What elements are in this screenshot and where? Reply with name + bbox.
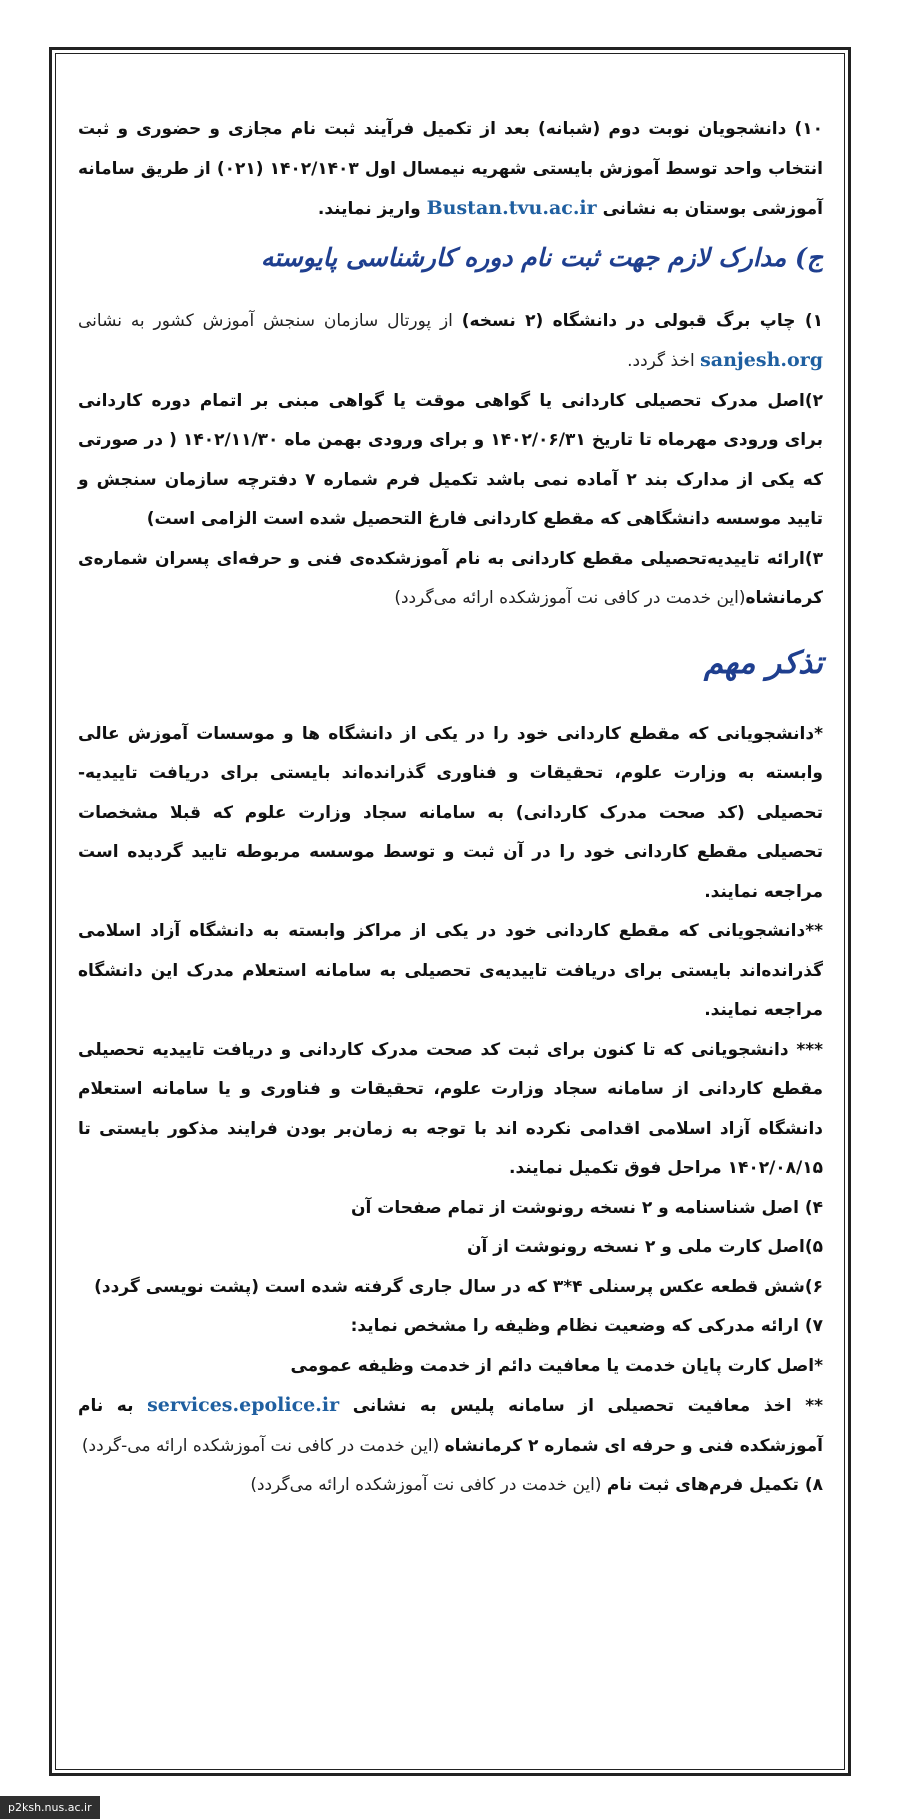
sanjesh-link[interactable]: sanjesh.org <box>700 349 823 371</box>
doc-item-3 <box>78 540 823 619</box>
doc-item-1 <box>78 302 823 382</box>
item-10-tail: واریز نمایند. <box>317 199 427 219</box>
doc-item-7a: *اصل کارت پایان خدمت یا معافیت دائم از خدمت وظیفه عمومی <box>290 1355 823 1376</box>
doc-item-1-bold: ۱) چاپ برگ قبولی در دانشگاه (۲ نسخه) <box>461 310 823 331</box>
doc-item-7: ۷) ارائه مدرکی که وضعیت نظام وظیفه را مشخص نماید: <box>350 1316 823 1336</box>
doc-item-7b-note: (این خدمت در کافی نت آموزشکده ارائه می-گردد) <box>81 1435 445 1456</box>
doc-item-7b-bold-2: به نام آموزشکده فنی و حرفه ای شماره ۲ کرمانشاه <box>78 1396 823 1456</box>
section-c-heading: ج) مدارک لازم جهت ثبت نام دوره کارشناسی پایوسته <box>260 242 823 272</box>
doc-item-3-bold: ۳)ارائه تاییدیه‌تحصیلی مقطع کاردانی به نام آموزشکده‌ی فنی و حرفه‌ای پسران شماره‌ی کرمانشاه <box>78 548 823 608</box>
item-10-text: ۱۰) دانشجویان نوبت دوم (شبانه) بعد از تکمیل فرآیند ثبت نام مجازی و حضوری و ثبت انتخاب واحد توسط آموزش بایستی شهریه نیمسال اول ۱۴۰۲/۱۴۰۳ (۰۲۱) از طریق سامانه آموزشی بوستان به نشانی <box>78 119 823 219</box>
note-paragraph-2: **دانشجویانی که مقطع کاردانی خود در یکی از مراکز وابسته به دانشگاه آزاد اسلامی گذرانده‌اند بایستی برای دریافت تاییدیه‌ی تحصیلی به سامانه استعلام مدرک این دانشگاه مراجعه نمایند. <box>78 921 823 1020</box>
doc-item-8 <box>78 1466 823 1506</box>
doc-item-1-text: از پورتال سازمان سنجش آموزش کشور به نشانی <box>78 310 462 331</box>
item-10-paragraph <box>78 110 823 230</box>
source-badge: p2ksh.nus.ac.ir <box>0 1796 100 1819</box>
note-paragraph-3: *** دانشجویانی که تا کنون برای ثبت کد صحت مدرک کاردانی و دریافت تاییدیه تحصیلی مقطع کاردانی از سامانه سجاد وزارت علوم، تحقیقات و فناوری و یا سامانه استعلام دانشگاه آزاد اسلامی اقدامی نکرده اند با توجه به زمان‌بر بودن فرایند مذکور بایستی تا ۱۴۰۲/۰۸/۱۵ مراحل فوق تکمیل نمایند. <box>78 1039 823 1178</box>
announcement-body <box>78 110 823 1506</box>
doc-item-8-bold: ۸) تکمیل فرم‌های ثبت نام <box>606 1475 823 1495</box>
bustan-link[interactable]: Bustan.tvu.ac.ir <box>426 197 597 219</box>
important-note-heading: تذکر مهم <box>703 644 823 681</box>
doc-item-7b-bold: ** اخذ معافیت تحصیلی از سامانه پلیس به نشانی <box>339 1396 823 1416</box>
doc-item-7b <box>78 1386 823 1466</box>
doc-item-2: ۲)اصل مدرک تحصیلی کاردانی یا گواهی موقت یا گواهی مبنی بر اتمام دوره کاردانی برای ورودی مهرماه تا تاریخ ۱۴۰۲/۰۶/۳۱ و برای ورودی بهمن ماه ۱۴۰۲/۱۱/۳۰ ( در صورتی که یکی از مدارک بند ۲ آماده نمی باشد تکمیل فرم شماره ۷ دفترچه سازمان سنجش و تایید موسسه دانشگاهی که مقطع کاردانی فارغ التحصیل شده است الزامی است) <box>78 390 823 529</box>
doc-item-4: ۴) اصل شناسنامه و ۲ نسخه رونوشت از تمام صفحات آن <box>351 1197 823 1218</box>
doc-item-1-tail: اخذ گردد. <box>627 351 701 371</box>
doc-item-3-note: (این خدمت در کافی نت آموزشکده ارائه می‌گردد) <box>394 588 746 608</box>
doc-item-6: ۶)شش قطعه عکس پرسنلی ۴*۳ که در سال جاری گرفته شده است (پشت نویسی گردد) <box>94 1276 823 1297</box>
doc-item-5: ۵)اصل کارت ملی و ۲ نسخه رونوشت از آن <box>466 1237 823 1257</box>
note-paragraph-1: *دانشجویانی که مقطع کاردانی خود را در یکی از دانشگاه ها و موسسات آموزش عالی وابسته به وزارت علوم، تحقیقات و فناوری گذرانده‌اند بایستی برای دریافت تاییدیه-تحصیلی (کد صحت مدرک کاردانی) به سامانه سجاد وزارت علوم که قبلا مشخصات تحصیلی مقطع کاردانی خود را در آن ثبت و توسط موسسه مربوطه تایید گردیده است مراجعه نمایند. <box>78 723 823 902</box>
doc-item-8-note: (این خدمت در کافی نت آموزشکده ارائه می‌گردد) <box>250 1475 607 1495</box>
epolice-link[interactable]: services.epolice.ir <box>147 1394 340 1416</box>
